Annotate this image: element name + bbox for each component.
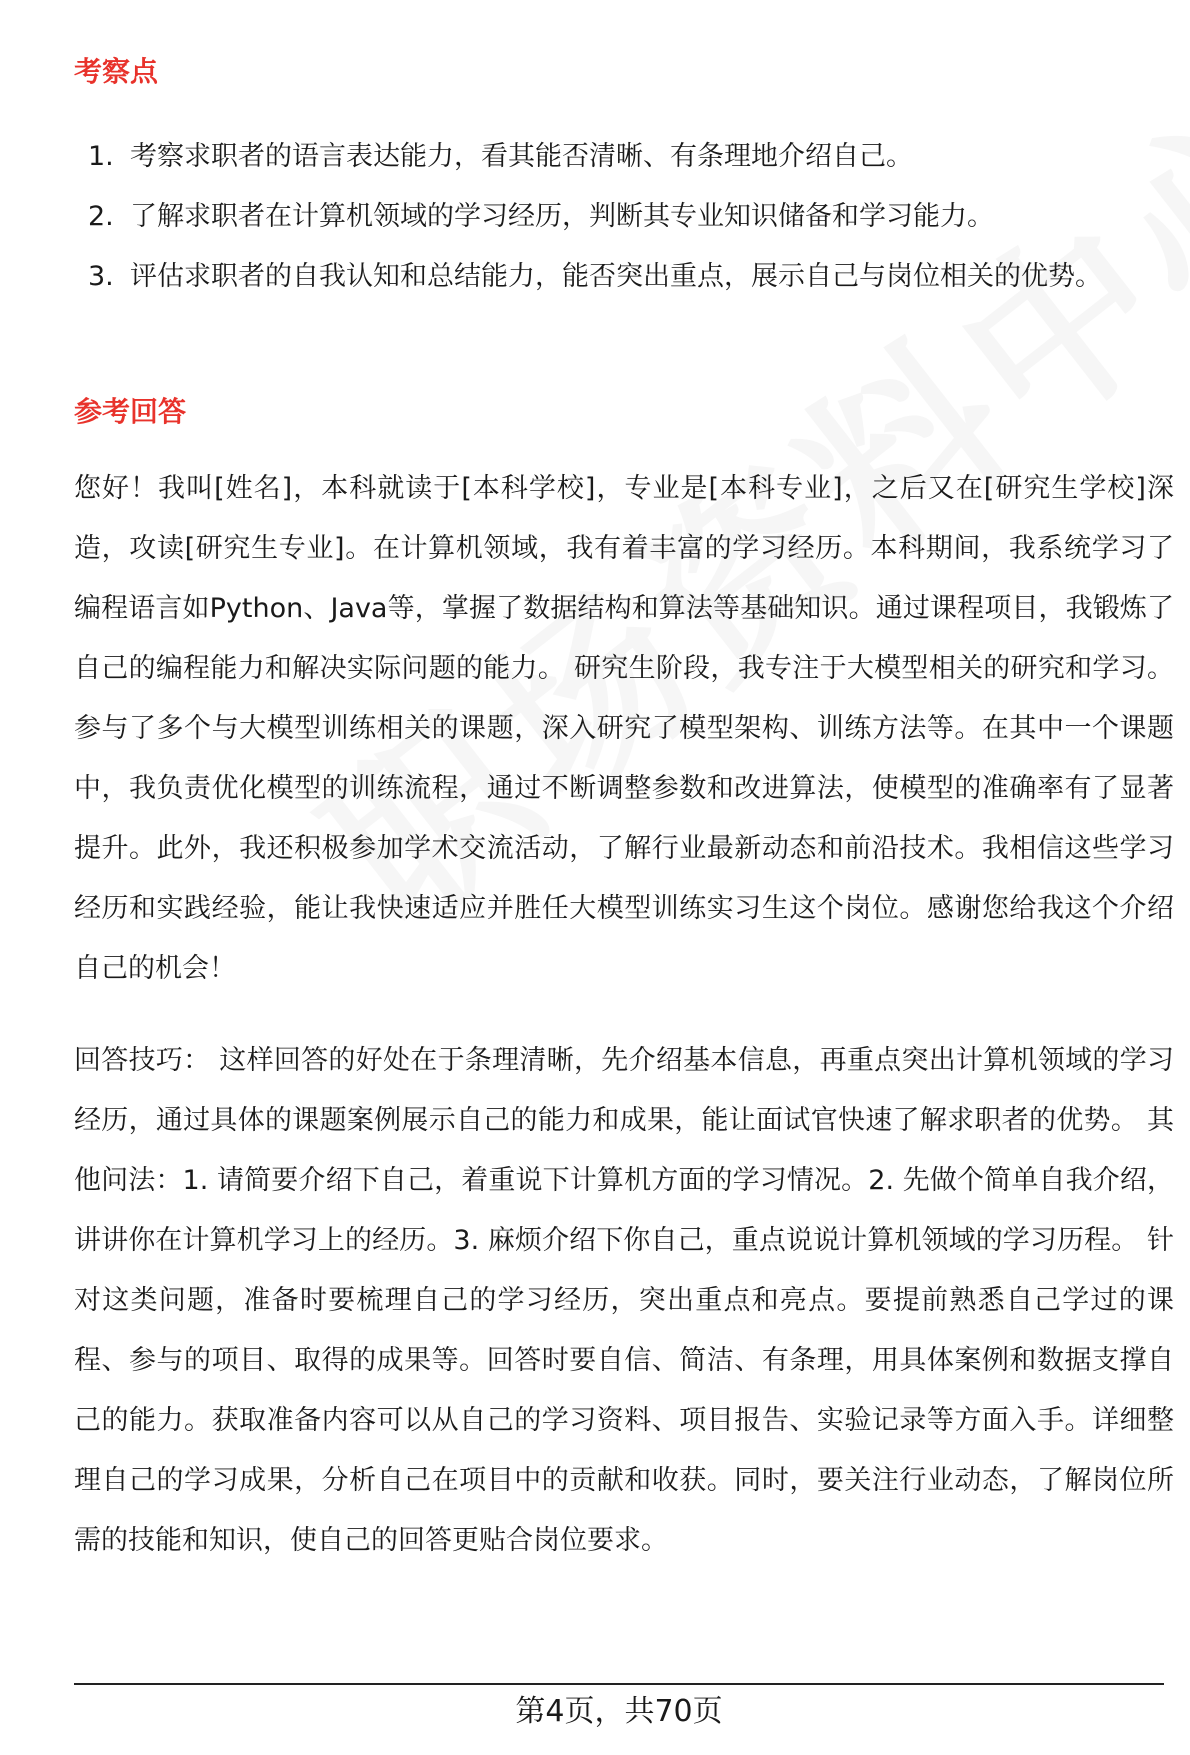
list-number: 1. [88,141,114,172]
list-item-text: 了解求职者在计算机领域的学习经历，判断其专业知识储备和学习能力。 [130,201,994,232]
tips-paragraph: 回答技巧： 这样回答的好处在于条理清晰，先介绍基本信息，再重点突出计算机领域的学习经历，通过具体的课题案例展示自己的能力和成果，能让面试官快速了解求职者的优势。 其他问法：1. 请简要介绍下自己，着重说下计算机方面的学习情况。2. 先做个简单自我介绍，讲讲你在计算机学习上的经历。3. 麻烦介绍下你自己，重点说说计算机领域的学习历程。 针对这类问题，准备时要梳理自己的学习经历，突出重点和亮点。要提前熟悉自己学过的课程、参与的项目、取得的成果等。回答时要自信、简洁、有条理，用具体案例和数据支撑自己的能力。获取准备内容可以从自己的学习资料、项目报告、实验记录等方面入手。详细整理自己的学习成果，分析自己在项目中的贡献和收获。同时，要关注行业动态，了解岗位所需的技能和知识，使自己的回答更贴合岗位要求。 [74,1045,1174,1556]
list-item [74,187,1174,247]
page-number: 第4页，共70页 [515,1694,723,1729]
list-number: 3. [88,261,114,292]
section-title-answer: 参考回答 [74,395,187,428]
answer-paragraph: 您好！我叫[姓名]，本科就读于[本科学校]，专业是[本科专业]，之后又在[研究生学校]深造，攻读[研究生专业]。在计算机领域，我有着丰富的学习经历。本科期间，我系统学习了编程语言如Python、Java等，掌握了数据结构和算法等基础知识。通过课程项目，我锻炼了自己的编程能力和解决实际问题的能力。 研究生阶段，我专注于大模型相关的研究和学习。参与了多个与大模型训练相关的课题，深入研究了模型架构、训练方法等。在其中一个课题中，我负责优化模型的训练流程，通过不断调整参数和改进算法，使模型的准确率有了显著提升。此外，我还积极参加学术交流活动，了解行业最新动态和前沿技术。我相信这些学习经历和实践经验，能让我快速适应并胜任大模型训练实习生这个岗位。感谢您给我这个介绍自己的机会！ [74,473,1174,984]
list-item-text: 评估求职者的自我认知和总结能力，能否突出重点，展示自己与岗位相关的优势。 [130,261,1102,292]
list-item [74,247,1174,307]
points-list [74,127,1174,307]
document-page [74,0,1174,1755]
list-item [74,127,1174,187]
list-item-text: 考察求职者的语言表达能力，看其能否清晰、有条理地介绍自己。 [130,141,913,172]
section-title-points: 考察点 [74,55,159,88]
list-number: 2. [88,201,114,232]
footer-divider [74,1683,1164,1685]
